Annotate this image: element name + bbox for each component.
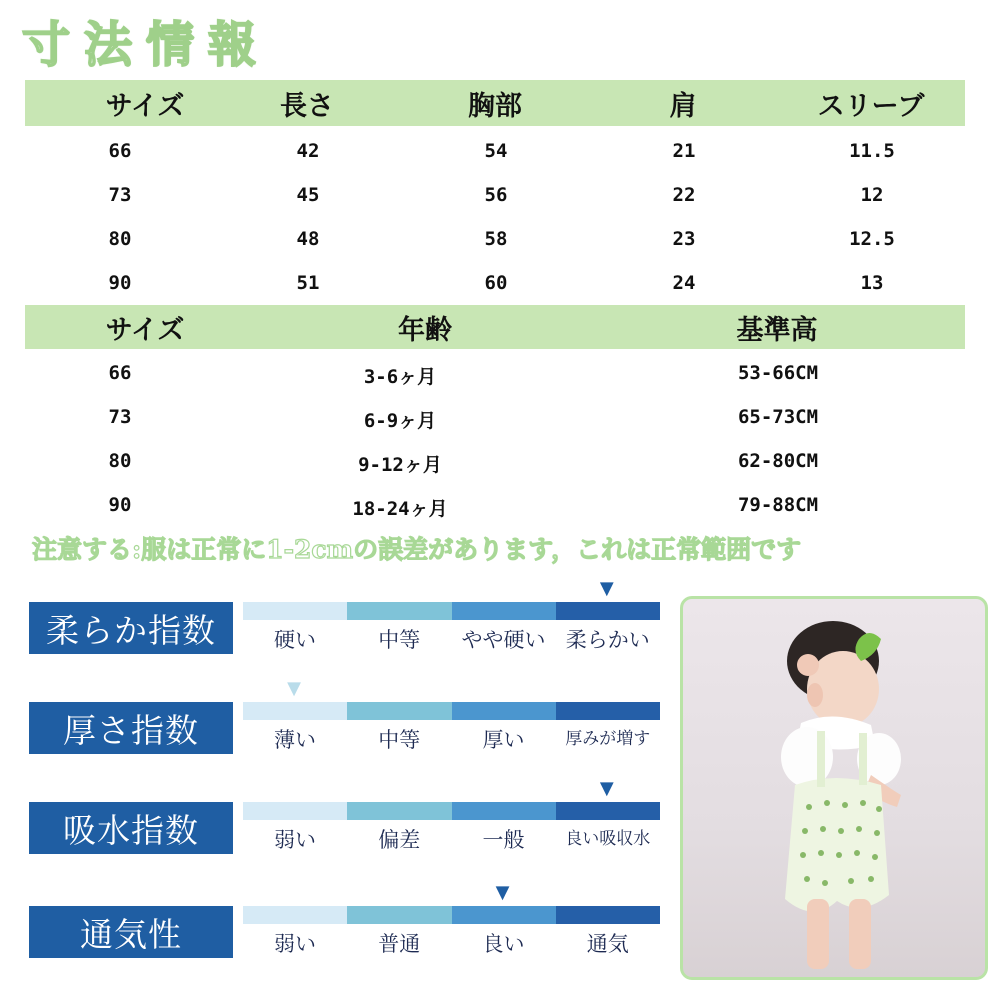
size-note: 注意する:服は正常に1-2cmの誤差があります，これは正常範囲です bbox=[32, 535, 802, 564]
index-bar-segment bbox=[556, 602, 660, 620]
t2-cell: 80 bbox=[108, 450, 132, 472]
t2-header-height: 基準高 bbox=[736, 315, 818, 346]
t2-cell: 9-12ヶ月 bbox=[358, 454, 442, 476]
table1-header bbox=[25, 80, 965, 126]
t1-header-shoulder: 肩 bbox=[669, 91, 697, 122]
index-bar-segment bbox=[243, 802, 347, 820]
t1-cell: 54 bbox=[484, 140, 508, 162]
t1-header-length: 長さ bbox=[280, 91, 334, 122]
t2-cell: 6-9ヶ月 bbox=[363, 410, 437, 432]
t1-cell: 12 bbox=[860, 184, 884, 206]
t2-cell: 66 bbox=[108, 362, 132, 384]
page-title: 寸法情報 bbox=[22, 17, 271, 73]
index-level-label: 薄い bbox=[274, 728, 316, 752]
selected-level-marker-icon: ▼ bbox=[599, 778, 614, 799]
t2-cell: 65-73CM bbox=[737, 406, 819, 428]
index-level-label: 通気 bbox=[586, 932, 629, 956]
t1-cell: 11.5 bbox=[849, 140, 895, 162]
index-bar-segment bbox=[452, 802, 556, 820]
t1-cell: 42 bbox=[296, 140, 320, 162]
t1-cell: 73 bbox=[108, 184, 132, 206]
t1-cell: 80 bbox=[108, 228, 132, 250]
index-bar bbox=[243, 702, 660, 720]
t2-cell: 53-66CM bbox=[737, 362, 819, 384]
t1-cell: 13 bbox=[860, 272, 884, 294]
selected-level-marker-icon: ▼ bbox=[495, 882, 510, 903]
t2-cell: 62-80CM bbox=[737, 450, 819, 472]
index-bar bbox=[243, 802, 660, 820]
t1-cell: 12.5 bbox=[849, 228, 895, 250]
index-level-label: 弱い bbox=[274, 828, 316, 852]
t2-cell: 73 bbox=[108, 406, 132, 428]
t1-cell: 22 bbox=[672, 184, 696, 206]
index-level-label: 一般 bbox=[482, 828, 525, 852]
index-label: 柔らか指数 bbox=[29, 602, 233, 654]
index-bar-segment bbox=[243, 602, 347, 620]
baby-romper-illustration bbox=[683, 599, 985, 977]
t2-header-size: サイズ bbox=[105, 315, 185, 346]
index-label: 吸水指数 bbox=[29, 802, 233, 854]
index-bar bbox=[243, 906, 660, 924]
index-level-label: 厚い bbox=[482, 728, 525, 752]
index-level-label: 中等 bbox=[378, 628, 421, 652]
index-level-label: 良い bbox=[482, 932, 525, 956]
index-bar-segment bbox=[556, 906, 660, 924]
index-bar-segment bbox=[556, 702, 660, 720]
index-bar bbox=[243, 602, 660, 620]
t2-cell: 3-6ヶ月 bbox=[363, 366, 437, 388]
index-level-label: 偏差 bbox=[378, 828, 421, 852]
t1-cell: 24 bbox=[672, 272, 696, 294]
index-bar-segment bbox=[243, 906, 347, 924]
table2-header bbox=[25, 305, 965, 349]
index-level-label: 良い吸収水 bbox=[565, 829, 651, 849]
selected-level-marker-icon: ▼ bbox=[599, 578, 614, 599]
t1-header-chest: 胸部 bbox=[468, 91, 522, 122]
index-bar-segment bbox=[347, 702, 451, 720]
t1-cell: 90 bbox=[108, 272, 132, 294]
t2-cell: 79-88CM bbox=[737, 494, 819, 516]
index-level-label: 弱い bbox=[274, 932, 316, 956]
index-level-label: やや硬い bbox=[461, 628, 546, 652]
t1-cell: 48 bbox=[296, 228, 320, 250]
index-label: 通気性 bbox=[29, 906, 233, 958]
t2-cell: 90 bbox=[108, 494, 132, 516]
index-bar-segment bbox=[556, 802, 660, 820]
index-level-label: 硬い bbox=[274, 628, 316, 652]
t1-cell: 58 bbox=[484, 228, 508, 250]
index-bar-segment bbox=[347, 906, 451, 924]
index-level-label: 柔らかい bbox=[565, 628, 650, 652]
hair-clip-ball-icon bbox=[797, 654, 819, 676]
product-photo bbox=[680, 596, 988, 980]
index-label: 厚さ指数 bbox=[29, 702, 233, 754]
index-bar-segment bbox=[243, 702, 347, 720]
index-level-label: 普通 bbox=[378, 932, 421, 956]
t1-cell: 60 bbox=[484, 272, 508, 294]
index-level-label: 中等 bbox=[378, 728, 421, 752]
index-bar-segment bbox=[452, 602, 556, 620]
t2-header-age: 年齢 bbox=[398, 315, 452, 346]
t1-cell: 56 bbox=[484, 184, 508, 206]
t1-cell: 45 bbox=[296, 184, 320, 206]
t1-cell: 21 bbox=[672, 140, 696, 162]
t2-cell: 18-24ヶ月 bbox=[352, 498, 448, 520]
index-level-label: 厚みが増す bbox=[565, 729, 651, 749]
index-bar-segment bbox=[347, 602, 451, 620]
t1-header-size: サイズ bbox=[105, 91, 185, 122]
t1-cell: 66 bbox=[108, 140, 132, 162]
t1-cell: 51 bbox=[296, 272, 320, 294]
index-bar-segment bbox=[452, 702, 556, 720]
t1-header-sleeve: スリーブ bbox=[817, 91, 925, 122]
index-bar-segment bbox=[347, 802, 451, 820]
t1-cell: 23 bbox=[672, 228, 696, 250]
index-bar-segment bbox=[452, 906, 556, 924]
selected-level-marker-icon: ▼ bbox=[287, 678, 301, 699]
